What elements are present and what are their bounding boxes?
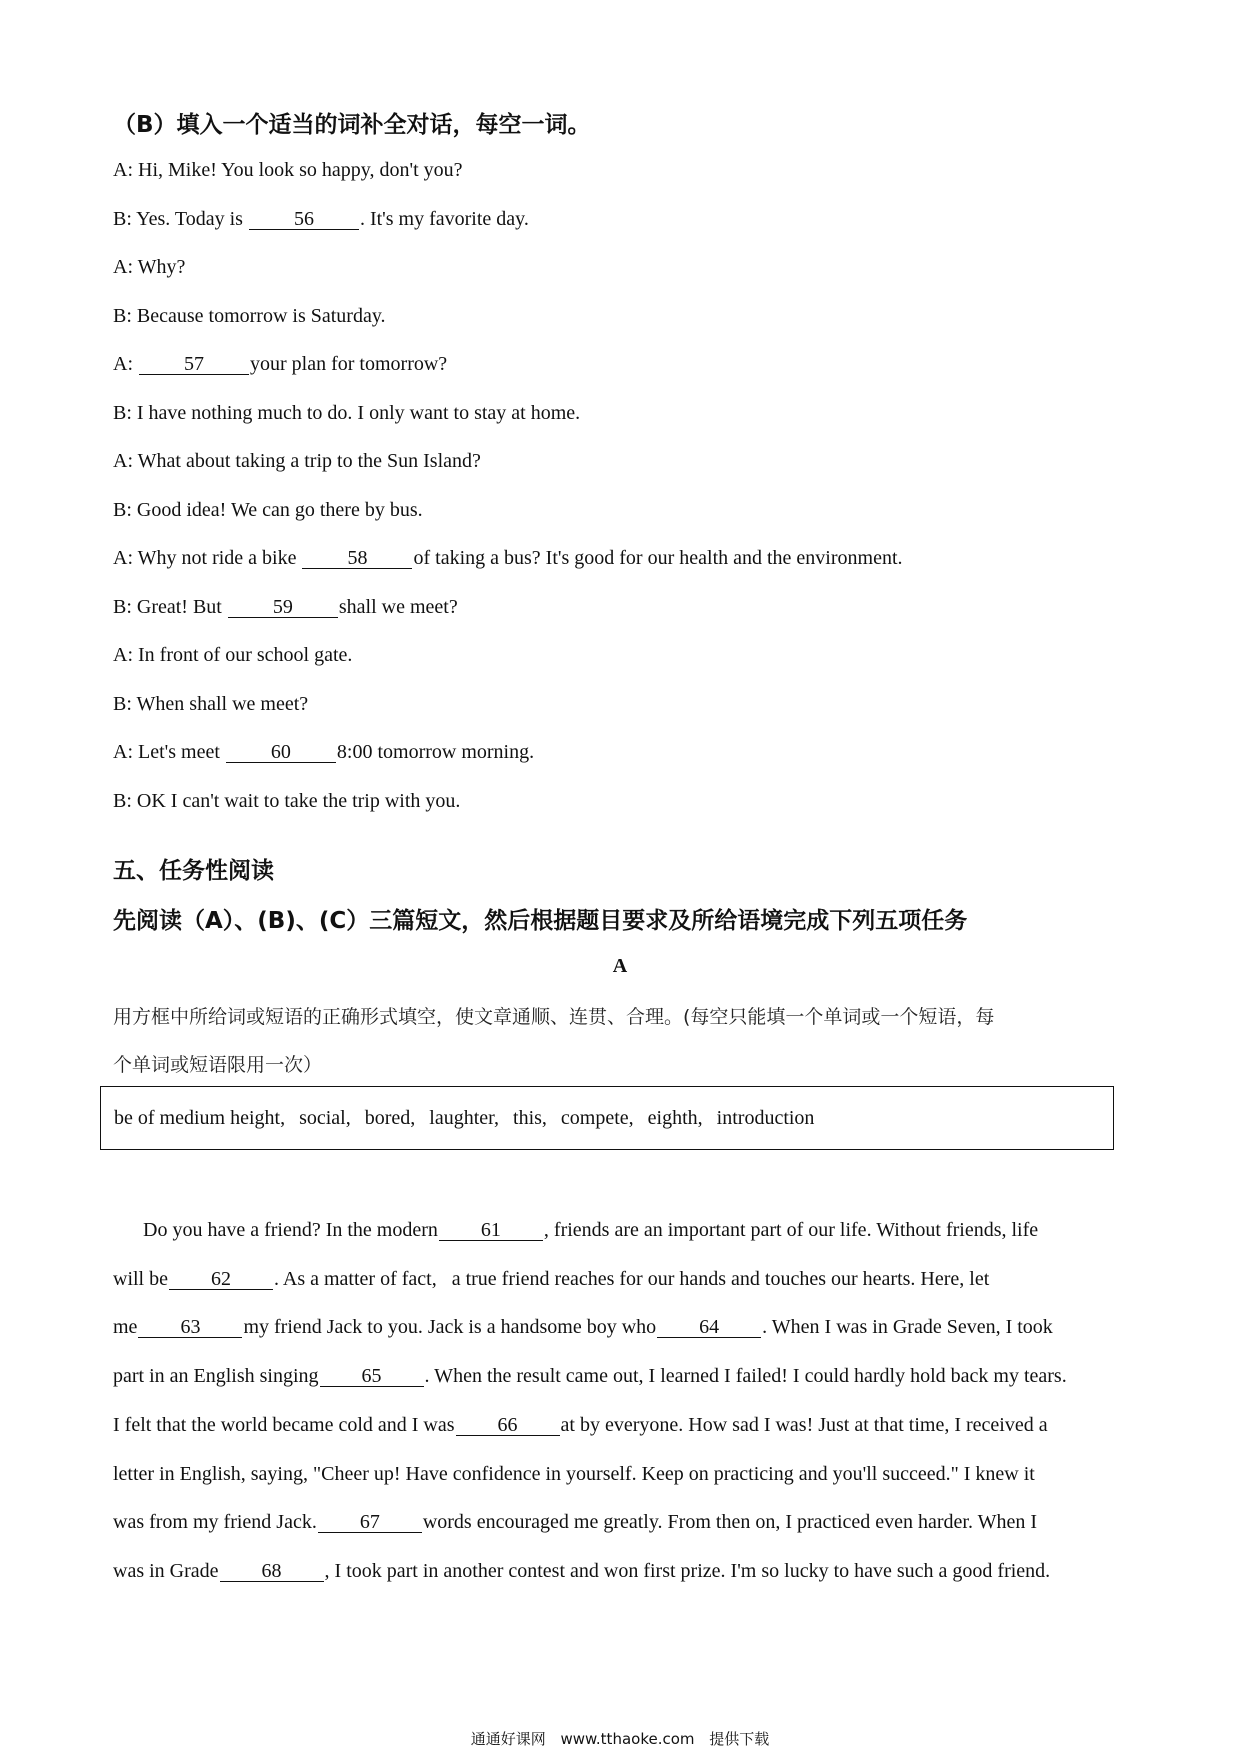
dialogue-line — [113, 692, 308, 716]
word-option: social, — [299, 1107, 351, 1129]
passage-text: words encouraged me greatly. From then on, I practiced even harder. When I — [422, 1511, 1038, 1534]
passage-text: part in an English singing — [113, 1365, 319, 1388]
word-option: compete, — [560, 1107, 634, 1129]
dialogue-line — [113, 789, 460, 813]
word-option: this, — [513, 1107, 547, 1129]
dialogue-text: B: Yes. Today is — [113, 207, 248, 230]
dialogue-line — [113, 255, 185, 279]
word-option: eighth, — [647, 1107, 703, 1129]
answer-blank[interactable]: 59 — [228, 597, 338, 618]
passage-text: , friends are an important part of our life. Without friends, life — [543, 1219, 1039, 1241]
dialogue-line — [113, 449, 481, 473]
answer-blank[interactable]: 65 — [320, 1366, 424, 1387]
dialogue-text: A: Why not ride a bike — [113, 547, 302, 569]
passage-text: . When the result came out, I learned I failed! I could hardly hold back my tears. — [424, 1365, 1067, 1388]
section-five-subheading: 先阅读（A）、(B)、(C）三篇短文，然后根据题目要求及所给语境完成下列五项任务 — [113, 908, 968, 934]
dialogue-text: of taking a bus? It's good for our health and the environment. — [413, 547, 903, 569]
passage-text: my friend Jack to you. Jack is a handsome boy who — [243, 1316, 657, 1339]
dialogue-text: B: Great! But — [113, 595, 227, 618]
passage-line — [113, 1559, 1050, 1583]
passage-text: . When I was in Grade Seven, I took — [762, 1316, 1053, 1339]
footer — [0, 1728, 1240, 1749]
answer-blank[interactable]: 66 — [456, 1415, 560, 1436]
word-option: bored, — [364, 1107, 416, 1129]
dialogue-text: your plan for tomorrow? — [250, 353, 448, 375]
passage-line — [113, 1364, 1067, 1388]
dialogue-text: A: — [113, 353, 138, 375]
answer-blank[interactable]: 68 — [220, 1561, 324, 1582]
answer-blank[interactable]: 63 — [138, 1317, 242, 1338]
passage-text: was in Grade — [113, 1559, 219, 1582]
word-box — [100, 1086, 1114, 1150]
dialogue-text: A: Why? — [113, 256, 186, 278]
answer-blank[interactable]: 61 — [439, 1220, 543, 1241]
word-list — [114, 1107, 828, 1130]
dialogue-line — [113, 401, 580, 425]
part-a-instruction-line1: 用方框中所给词或短语的正确形式填空，使文章通顺、连贯、合理。(每空只能填一个单词或一个短语，每 — [113, 1006, 995, 1028]
passage-line — [113, 1218, 1038, 1242]
passage-text: at by everyone. How sad I was! Just at that time, I received a — [560, 1413, 1048, 1436]
dialogue-text: shall we meet? — [338, 595, 458, 618]
dialogue-line — [113, 643, 352, 667]
dialogue-line — [113, 352, 447, 376]
dialogue-text: A: In front of our school gate. — [113, 644, 353, 666]
passage-text: Do you have a friend? In the modern — [113, 1219, 438, 1241]
dialogue-text: B: Because tomorrow is Saturday. — [113, 304, 386, 327]
answer-blank[interactable]: 62 — [169, 1269, 273, 1290]
answer-blank[interactable]: 60 — [226, 742, 336, 763]
word-option: introduction — [716, 1107, 815, 1129]
dialogue-text: . It's my favorite day. — [359, 207, 529, 230]
part-a-instruction-line2: 个单词或短语限用一次） — [113, 1054, 323, 1076]
section-b-heading: （B）填入一个适当的词补全对话，每空一词。 — [113, 112, 591, 138]
word-option: laughter, — [429, 1107, 500, 1129]
part-a-label: A — [612, 955, 628, 977]
dialogue-line — [113, 158, 463, 182]
footer-url[interactable]: www.tthaoke.com — [560, 1730, 695, 1748]
answer-blank[interactable]: 67 — [318, 1512, 422, 1533]
dialogue-text: A: What about taking a trip to the Sun Island? — [113, 450, 481, 472]
dialogue-text: B: OK I can't wait to take the trip with you. — [113, 789, 461, 812]
passage-line — [113, 1510, 1037, 1534]
passage-line — [113, 1462, 1035, 1486]
passage-text: me — [113, 1316, 138, 1339]
answer-blank[interactable]: 64 — [657, 1317, 761, 1338]
passage-text: was from my friend Jack. — [113, 1511, 317, 1534]
dialogue-text: 8:00 tomorrow morning. — [336, 741, 535, 763]
answer-blank[interactable]: 56 — [249, 209, 359, 230]
dialogue-line — [113, 740, 534, 764]
dialogue-line — [113, 304, 386, 328]
dialogue-text: B: I have nothing much to do. I only want to stay at home. — [113, 401, 581, 424]
passage-line — [113, 1267, 989, 1291]
passage-text: letter in English, saying, "Cheer up! Have confidence in yourself. Keep on practicing and you'll succeed." I knew it — [113, 1462, 1035, 1485]
dialogue-text: B: When shall we meet? — [113, 692, 309, 715]
passage-line — [113, 1413, 1048, 1437]
passage-text: I felt that the world became cold and I was — [113, 1413, 455, 1436]
passage-text: will be — [113, 1267, 168, 1290]
answer-blank[interactable]: 57 — [139, 354, 249, 375]
word-option: be of medium height, — [114, 1107, 286, 1129]
section-five-heading: 五、任务性阅读 — [113, 858, 274, 884]
footer-note: 提供下载 — [709, 1730, 770, 1748]
passage-text: . As a matter of fact, a true friend reaches for our hands and touches our hearts. Here, let — [274, 1267, 990, 1290]
dialogue-text: A: Let's meet — [113, 741, 225, 763]
dialogue-line — [113, 498, 423, 522]
dialogue-text: A: Hi, Mike! You look so happy, don't you? — [113, 159, 463, 181]
dialogue-line — [113, 207, 529, 231]
answer-blank[interactable]: 58 — [302, 548, 412, 569]
passage-line — [113, 1315, 1053, 1339]
dialogue-line — [113, 595, 458, 619]
dialogue-line — [113, 546, 903, 570]
passage-text: , I took part in another contest and won first prize. I'm so lucky to have such a good friend. — [324, 1559, 1051, 1582]
footer-site-name: 通通好课网 — [470, 1730, 546, 1748]
dialogue-text: B: Good idea! We can go there by bus. — [113, 498, 423, 521]
